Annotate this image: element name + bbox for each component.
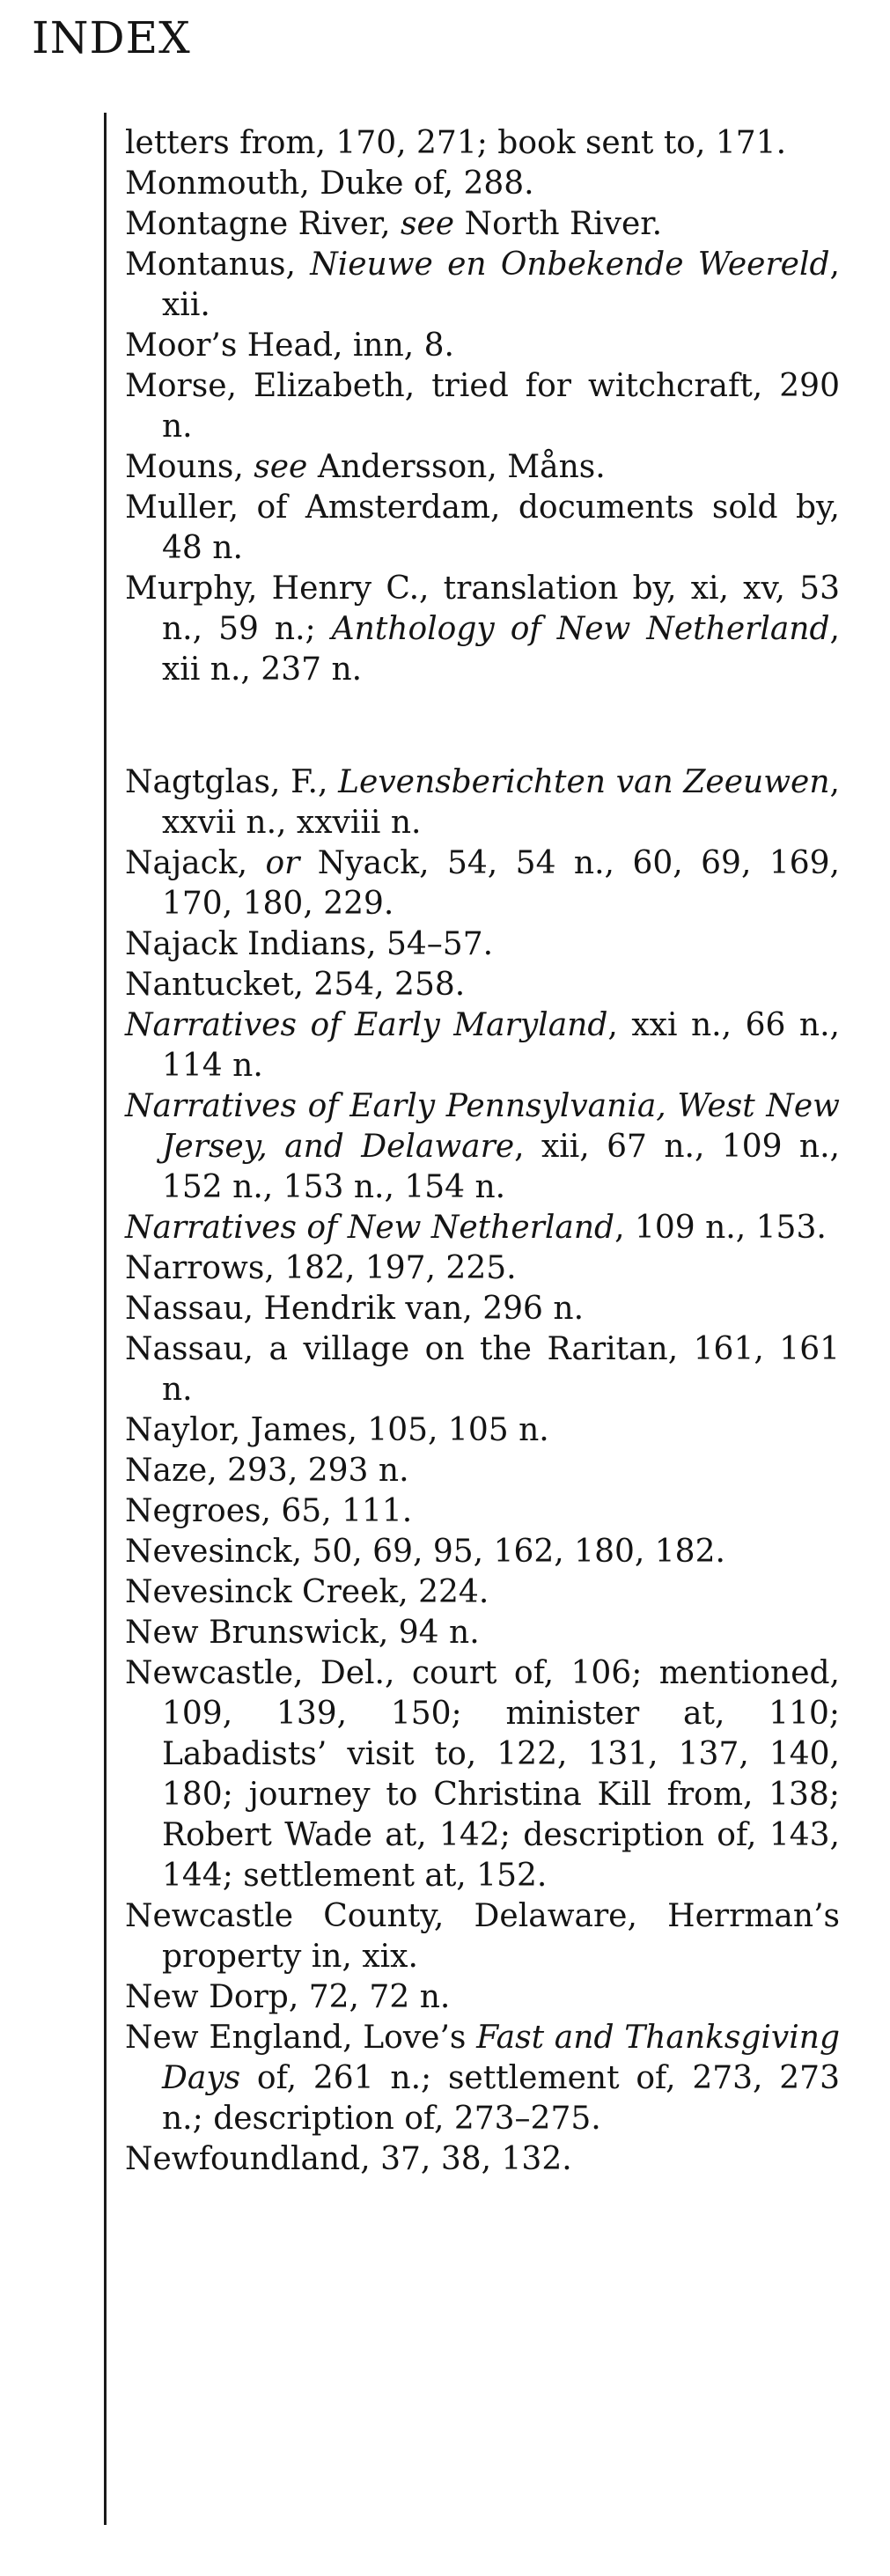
index-entry xyxy=(125,245,840,326)
index-entry xyxy=(125,1977,840,2018)
index-entry-text: Morse, Elizabeth, tried for witchcraft, 290 n. xyxy=(125,368,840,445)
index-entry-text: Negroes, 65, 111. xyxy=(125,1493,413,1529)
index-entry-text: of, 261 n.; settlement of, 273, 273 n.; description of, 273–275. xyxy=(162,2060,840,2137)
index-entry xyxy=(125,326,840,366)
index-entry xyxy=(125,1248,840,1289)
index-entry xyxy=(125,965,840,1005)
index-entry-text: , xii n., 237 n. xyxy=(162,611,840,688)
index-entry-italic-text: or xyxy=(265,845,300,881)
index-entry-text: North River. xyxy=(454,206,663,242)
index-entry xyxy=(125,1289,840,1329)
index-entry-text: , xii, 67 n., 109 n., 152 n., 153 n., 154 n. xyxy=(162,1129,840,1205)
index-entry-text: letters from, 170, 271; book sent to, 171. xyxy=(125,125,787,161)
index-entry xyxy=(125,447,840,488)
index-entry xyxy=(125,1086,840,1208)
index-entry-text: Nantucket, 254, 258. xyxy=(125,967,466,1003)
index-entry-text: New Dorp, 72, 72 n. xyxy=(125,1979,451,2015)
index-entry xyxy=(125,1896,840,1977)
index-entry-text: Newcastle County, Delaware, Herrman’s property in, xix. xyxy=(125,1898,840,1975)
index-entry-text: New Brunswick, 94 n. xyxy=(125,1615,480,1651)
index-entry-text: , xii. xyxy=(162,247,840,323)
index-entry xyxy=(125,843,840,924)
index-entry xyxy=(125,1451,840,1491)
index-entry xyxy=(125,366,840,447)
index-entry-italic-text: see xyxy=(401,206,455,242)
index-entry-text: Nagtglas, F., xyxy=(125,764,339,800)
index-entry xyxy=(125,762,840,843)
index-entry xyxy=(125,123,840,164)
index-entry xyxy=(125,1653,840,1896)
page-title: INDEX xyxy=(32,12,191,63)
index-entry xyxy=(125,1572,840,1613)
index-entry-text: , 109 n., 153. xyxy=(614,1210,827,1246)
index-entry-text: Narrows, 182, 197, 225. xyxy=(125,1250,517,1286)
index-entry xyxy=(125,1005,840,1086)
index-entry-italic-text: Narratives of Early Pennsylvania, West New Jersey, and Delaware xyxy=(125,1088,840,1165)
index-entry-text: , xxvii n., xxviii n. xyxy=(162,764,840,841)
index-entry-text: Newfoundland, 37, 38, 132. xyxy=(125,2141,572,2177)
index-entry-text: Nassau, Hendrik van, 296 n. xyxy=(125,1291,585,1327)
index-entry xyxy=(125,2018,840,2139)
index-entry-text: Murphy, Henry C., translation by, xi, xv, 53 n., 59 n.; xyxy=(125,570,840,647)
index-entry xyxy=(125,488,840,569)
index-entry-text: Montagne River, xyxy=(125,206,401,242)
index-entry-text: Nevesinck, 50, 69, 95, 162, 180, 182. xyxy=(125,1534,725,1570)
index-entry xyxy=(125,1613,840,1653)
index-entry-text: Montanus, xyxy=(125,247,311,283)
index-entry xyxy=(125,2139,840,2180)
index-entry xyxy=(125,204,840,245)
index-entry xyxy=(125,164,840,204)
index-entry xyxy=(125,1410,840,1451)
index-entry-text: Nyack, 54, 54 n., 60, 69, 169, 170, 180, 229. xyxy=(162,845,841,922)
index-entry-text: New England, Love’s xyxy=(125,2020,477,2056)
index-entry-text: Nassau, a village on the Raritan, 161, 161 n. xyxy=(125,1331,840,1408)
index-entry-italic-text: see xyxy=(254,449,308,485)
index-entry-text: Monmouth, Duke of, 288. xyxy=(125,166,534,202)
index-entry-italic-text: Levensberichten van Zeeuwen xyxy=(338,764,830,800)
index-entry-text: Moor’s Head, inn, 8. xyxy=(125,328,454,364)
index-entry-text: Muller, of Amsterdam, documents sold by, 48 n. xyxy=(125,489,840,566)
index-entry xyxy=(125,1208,840,1248)
index-entry-text: Andersson, Måns. xyxy=(307,449,606,485)
index-entry-text: Najack, xyxy=(125,845,266,881)
index-entry-text: Naylor, James, 105, 105 n. xyxy=(125,1412,549,1448)
index-entry-text: Newcastle, Del., court of, 106; mentioned, 109, 139, 150; minister at, 110; Labadists’ visit to, 122, 131, 137, 140, 180; journey to Christina Kill from, 138; Robert Wade at, 142; description of, 143, 144; settlement at, 152. xyxy=(125,1655,840,1894)
index-entry-italic-text: Narratives of Early Maryland xyxy=(125,1007,608,1043)
index-entry-italic-text: Narratives of New Netherland xyxy=(125,1210,615,1246)
index-entry-text: Najack Indians, 54–57. xyxy=(125,926,494,962)
margin-rule xyxy=(104,113,107,2525)
index-entry-text: Nevesinck Creek, 224. xyxy=(125,1574,489,1610)
index-entry-italic-text: Fast and Thanksgiving Days xyxy=(162,2020,841,2096)
index-entry xyxy=(125,924,840,965)
index-entry-italic-text: Anthology of New Netherland xyxy=(331,611,830,647)
index-entry-text: Naze, 293, 293 n. xyxy=(125,1453,409,1489)
index-entry-text: Mouns, xyxy=(125,449,254,485)
index-list xyxy=(125,123,840,2180)
index-entry-text: , xxi n., 66 n., 114 n. xyxy=(162,1007,840,1084)
index-entry xyxy=(125,1532,840,1572)
index-entry xyxy=(125,1491,840,1532)
index-entry xyxy=(125,1329,840,1410)
index-entry xyxy=(125,569,840,690)
index-entry-italic-text: Nieuwe en Onbekende Weereld xyxy=(310,247,830,283)
